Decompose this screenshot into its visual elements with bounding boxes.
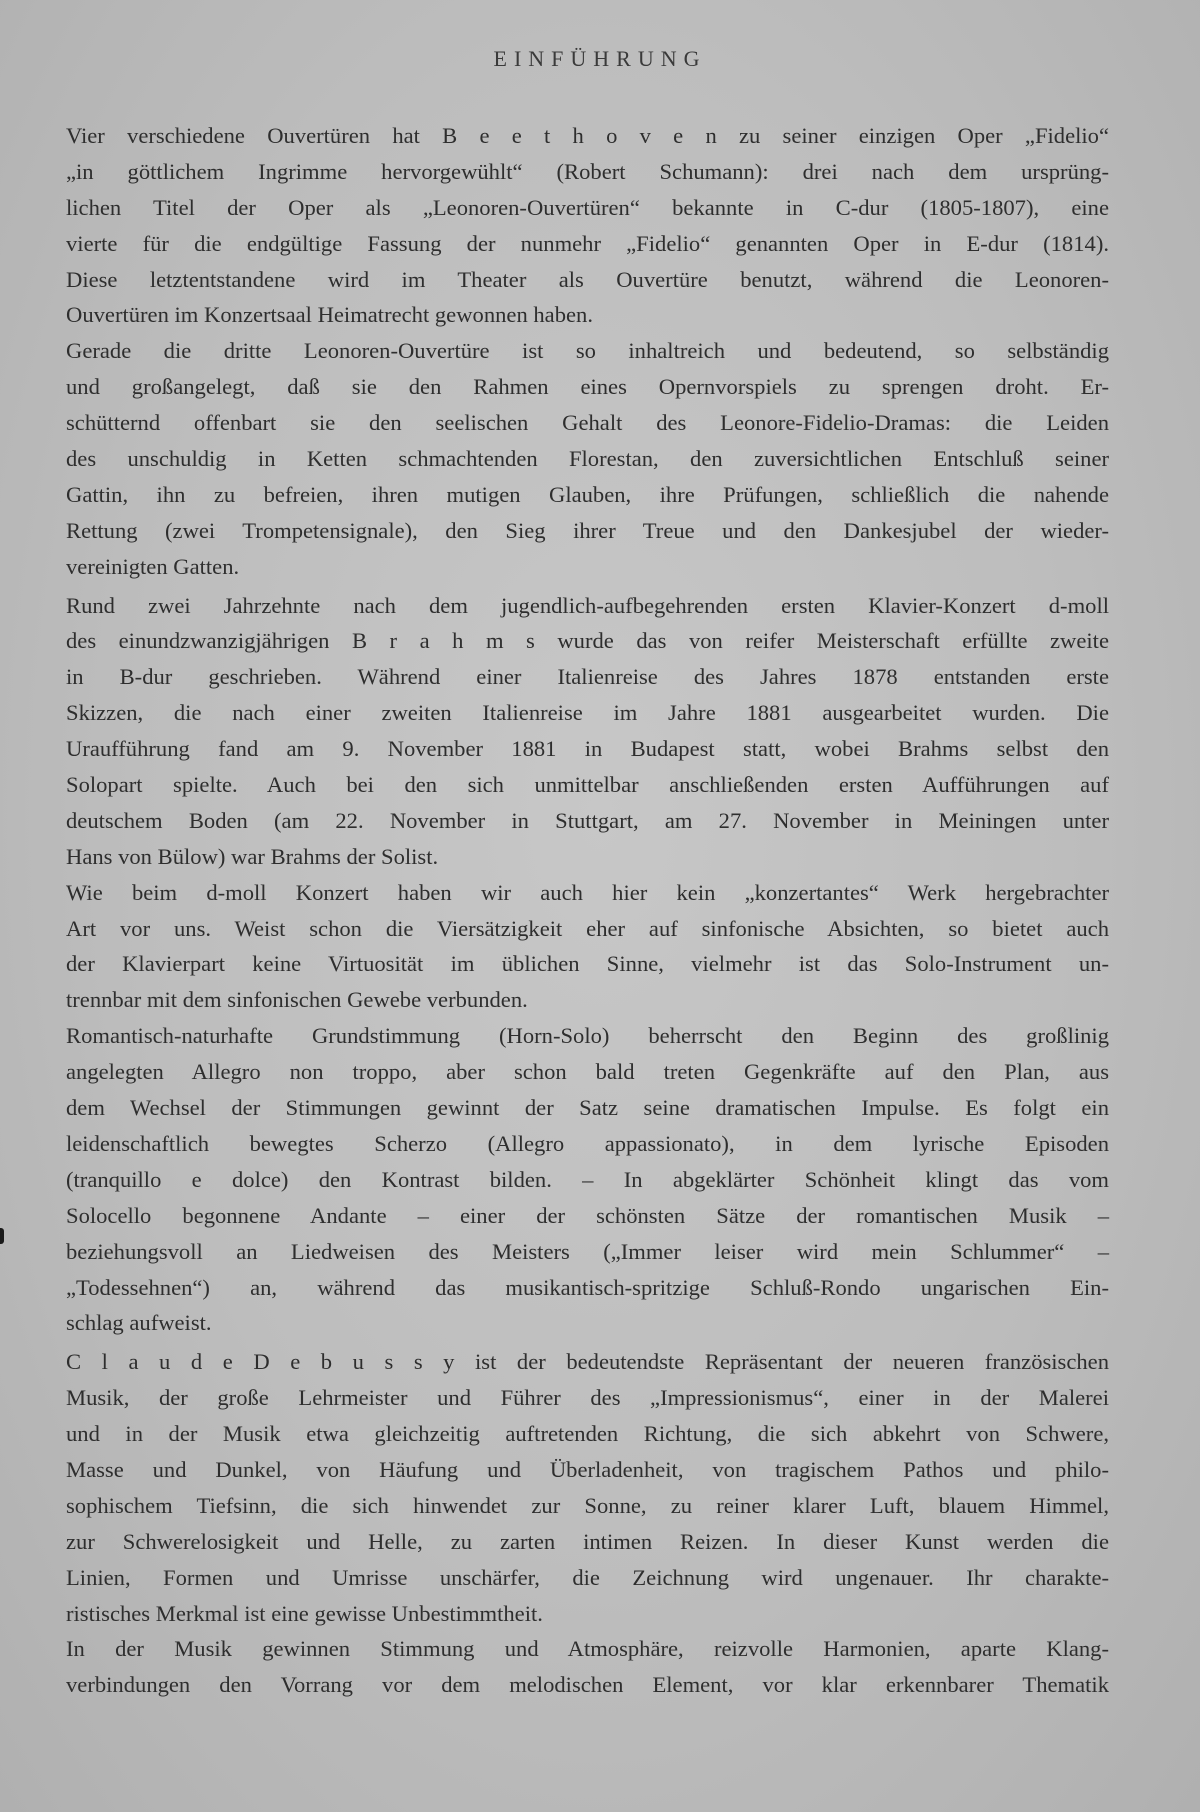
binding-hole-mark [0,1228,4,1244]
text-line: in B-dur geschrieben. Während einer Italienreise des Jahres 1878 entstanden erste [66,664,1109,690]
text-line: schütternd offenbart sie den seelischen Gehalt des Leonore-Fidelio-Dramas: die Leiden [66,410,1109,436]
text-line: Gattin, ihn zu befreien, ihren mutigen Glauben, ihre Prüfungen, schließlich die nahende [66,481,1109,507]
text-line: ristisches Merkmal ist eine gewisse Unbestimmtheit. [66,1600,543,1626]
text-line: Diese letztentstandene wird im Theater als Ouvertüre benutzt, während die Leonoren- [66,266,1109,292]
text-line: Masse und Dunkel, von Häufung und Überladenheit, von tragischem Pathos und philo- [66,1456,1109,1482]
text-line: der Klavierpart keine Virtuosität im üblichen Sinne, vielmehr ist das Solo-Instrument un- [66,951,1109,977]
text-line: In der Musik gewinnen Stimmung und Atmosphäre, reizvolle Harmonien, aparte Klang- [66,1636,1109,1662]
body-text [66,118,1109,1703]
text-line: verbindungen den Vorrang vor dem melodischen Element, vor klar erkennbarer Thematik [66,1672,1109,1698]
text-line: beziehungsvoll an Liedweisen des Meisters („Immer leiser wird mein Schlummer“ – [66,1238,1109,1264]
text-line: Linien, Formen und Umrisse unschärfer, die Zeichnung wird ungenauer. Ihr charakte- [66,1564,1109,1590]
text-line: und großangelegt, daß sie den Rahmen eines Opernvorspiels zu sprengen droht. Er- [66,374,1109,400]
text-line: Wie beim d-moll Konzert haben wir auch hier kein „konzertantes“ Werk hergebrachter [66,879,1109,905]
text-line: lichen Titel der Oper als „Leonoren-Ouvertüren“ bekannte in C-dur (1805-1807), eine [66,194,1109,220]
text-line: Ouvertüren im Konzertsaal Heimatrecht gewonnen haben. [66,302,593,328]
text-line: Art vor uns. Weist schon die Viersätzigkeit eher auf sinfonische Absichten, so bietet auch [66,915,1109,941]
text-line: Hans von Bülow) war Brahms der Solist. [66,843,439,869]
text-line: „Todessehnen“) an, während das musikantisch-spritzige Schluß-Rondo ungarischen Ein- [66,1274,1109,1300]
text-line: Solopart spielte. Auch bei den sich unmittelbar anschließenden ersten Aufführungen auf [66,772,1109,798]
text-line: leidenschaftlich bewegtes Scherzo (Allegro appassionato), in dem lyrische Episoden [66,1130,1109,1156]
text-line: Rund zwei Jahrzehnte nach dem jugendlich-aufbegehrenden ersten Klavier-Konzert d-moll [66,592,1109,618]
page-title: EINFÜHRUNG [493,46,707,71]
text-line: Vier verschiedene Ouvertüren hat B e e t h o v e n zu seiner einzigen Oper „Fidelio“ [66,123,1109,148]
text-line: Uraufführung fand am 9. November 1881 in Budapest statt, wobei Brahms selbst den [66,736,1109,762]
text-line: Solocello begonnene Andante – einer der schönsten Sätze der romantischen Musik – [66,1202,1109,1228]
text-line: schlag aufweist. [66,1310,212,1336]
text-line: vierte für die endgültige Fassung der nunmehr „Fidelio“ genannten Oper in E-dur (1814). [66,230,1109,256]
text-line: C l a u d e D e b u s s y ist der bedeutendste Repräsentant der neueren französischen [66,1349,1109,1375]
text-line: des einundzwanzigjährigen B r a h m s wurde das von reifer Meisterschaft erfüllte zweite [66,628,1109,654]
text-line: Musik, der große Lehrmeister und Führer des „Impressionismus“, einer in der Malerei [66,1385,1109,1411]
text-line: deutschem Boden (am 22. November in Stuttgart, am 27. November in Meiningen unter [66,807,1109,833]
text-line: trennbar mit dem sinfonischen Gewebe verbunden. [66,987,528,1013]
text-line: (tranquillo e dolce) den Kontrast bilden. – In abgeklärter Schönheit klingt das vom [66,1166,1109,1192]
text-line: zur Schwerelosigkeit und Helle, zu zarten intimen Reizen. In dieser Kunst werden die [66,1528,1109,1554]
text-line: des unschuldig in Ketten schmachtenden Florestan, den zuversichtlichen Entschluß seiner [66,446,1109,472]
text-line: vereinigten Gatten. [66,553,240,579]
text-line: und in der Musik etwa gleichzeitig auftretenden Richtung, die sich abkehrt von Schwere, [66,1421,1109,1447]
text-line: „in göttlichem Ingrimme hervorgewühlt“ (Robert Schumann): drei nach dem ursprüng- [66,158,1109,184]
text-line: sophischem Tiefsinn, die sich hinwendet zur Sonne, zu reiner klarer Luft, blauem Himmel, [66,1492,1109,1518]
text-line: dem Wechsel der Stimmungen gewinnt der Satz seine dramatischen Impulse. Es folgt ein [66,1095,1109,1121]
text-line: angelegten Allegro non troppo, aber schon bald treten Gegenkräfte auf den Plan, aus [66,1059,1109,1085]
text-line: Rettung (zwei Trompetensignale), den Sieg ihrer Treue und den Dankesjubel der wieder- [66,517,1109,543]
text-line: Skizzen, die nach einer zweiten Italienreise im Jahre 1881 ausgearbeitet wurden. Die [66,700,1109,726]
text-line: Gerade die dritte Leonoren-Ouvertüre ist so inhaltreich und bedeutend, so selbständig [66,338,1109,364]
text-line: Romantisch-naturhafte Grundstimmung (Horn-Solo) beherrscht den Beginn des großlinig [66,1023,1109,1049]
